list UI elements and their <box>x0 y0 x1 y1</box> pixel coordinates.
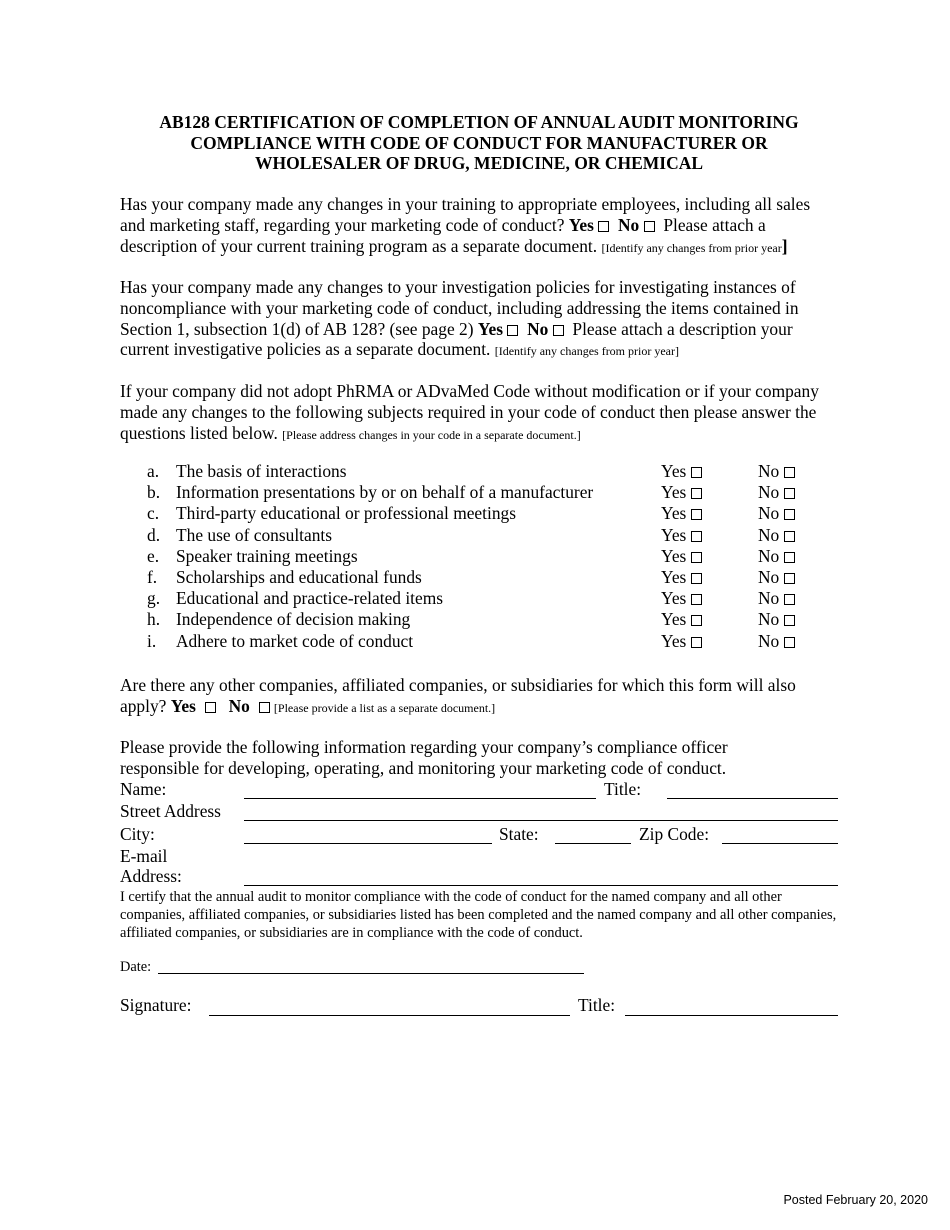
name-label: Name: <box>120 779 167 799</box>
item-yes: Yes <box>661 525 702 546</box>
title-line-2: COMPLIANCE WITH CODE OF CONDUCT FOR MANUFACTURER OR <box>190 132 768 153</box>
item-letter: h. <box>147 609 161 630</box>
signature-label: Signature: <box>120 995 192 1015</box>
q2-yes-checkbox[interactable] <box>507 325 518 336</box>
item-yes-checkbox[interactable] <box>691 594 702 605</box>
list-item <box>147 503 847 524</box>
q3-note: [Please address changes in your code in a separate document.] <box>282 427 581 442</box>
item-yes-checkbox[interactable] <box>691 573 702 584</box>
list-item <box>147 609 847 630</box>
form-title <box>120 112 838 174</box>
list-item <box>147 588 847 609</box>
q4-no-checkbox[interactable] <box>259 702 270 713</box>
state-field[interactable] <box>555 843 631 844</box>
title-line-1: AB128 CERTIFICATION OF COMPLETION OF ANNUAL AUDIT MONITORING <box>159 112 799 132</box>
item-yes: Yes <box>661 631 702 652</box>
q2-text: Has your company made any changes to your investigation policies for investigating instances of noncompliance with your marketing code of conduct, including addressing the items contained in Section 1, subsection 1(d) of AB 128? (see page 2) <box>120 277 799 339</box>
question-training <box>120 194 838 258</box>
item-text: Scholarships and educational funds <box>176 566 422 587</box>
date-field[interactable] <box>158 973 584 974</box>
signature-title-field[interactable] <box>625 1015 838 1016</box>
q1-after: Please attach a description of your current training program as a separate document. <box>120 214 766 256</box>
item-no: No <box>758 631 795 652</box>
item-no-checkbox[interactable] <box>784 594 795 605</box>
item-text: Adhere to market code of conduct <box>176 630 414 651</box>
item-no: No <box>758 546 795 567</box>
q2-yes-label: Yes <box>477 318 504 339</box>
item-text: Third-party educational or professional meetings <box>176 503 516 524</box>
question-investigation <box>120 277 838 362</box>
item-yes-checkbox[interactable] <box>691 509 702 520</box>
item-text: Educational and practice-related items <box>176 588 444 609</box>
name-field[interactable] <box>244 798 596 799</box>
q2-after: Please attach a description your current investigative policies as a separate document. <box>120 318 793 360</box>
q1-no-label: No <box>617 214 640 235</box>
item-yes: Yes <box>661 546 702 567</box>
item-letter: a. <box>147 461 160 481</box>
title-field[interactable] <box>667 798 838 799</box>
title-line-3: WHOLESALER OF DRUG, MEDICINE, OR CHEMICAL <box>254 153 704 174</box>
list-item <box>147 631 847 652</box>
q1-no-checkbox[interactable] <box>644 221 655 232</box>
list-item <box>147 567 847 588</box>
signature-field[interactable] <box>209 1015 570 1016</box>
q1-text: Has your company made any changes in your training to appropriate employees, including all sales and marketing staff, regarding your marketing code of conduct? <box>120 194 811 235</box>
title-label: Title: <box>604 779 642 799</box>
item-no-checkbox[interactable] <box>784 531 795 542</box>
item-yes-checkbox[interactable] <box>691 531 702 542</box>
item-no-checkbox[interactable] <box>784 637 795 648</box>
item-yes-checkbox[interactable] <box>691 637 702 648</box>
q4-no-label: No <box>228 695 250 716</box>
item-text: Information presentations by or on behalf of a manufacturer <box>176 482 594 503</box>
item-yes: Yes <box>661 482 702 503</box>
item-letter: g. <box>147 588 161 609</box>
item-no-checkbox[interactable] <box>784 467 795 478</box>
item-text: The basis of interactions <box>176 461 347 481</box>
q1-yes-checkbox[interactable] <box>598 221 609 232</box>
item-no-checkbox[interactable] <box>784 615 795 626</box>
certification-statement: I certify that the annual audit to monitor compliance with the code of conduct for the named company and all other companies, affiliated companies, or subsidiaries listed has been completed and the named company and all other companies, affiliated companies, or subsidiaries are in compliance with the code of conduct. <box>120 889 837 941</box>
item-no-checkbox[interactable] <box>784 488 795 499</box>
q3-text: If your company did not adopt PhRMA or ADvaMed Code without modification or if your company made any changes to the following subjects required in your code of conduct then please answer the questions listed below. <box>120 381 819 443</box>
q1-yes-label: Yes <box>568 214 594 235</box>
item-letter: b. <box>147 482 161 503</box>
item-letter: i. <box>147 630 157 651</box>
item-text: The use of consultants <box>176 524 332 545</box>
email-field[interactable] <box>244 885 838 886</box>
q4-yes-label: Yes <box>170 695 196 716</box>
item-yes-checkbox[interactable] <box>691 467 702 478</box>
item-yes: Yes <box>661 609 702 630</box>
q1-note: [Identify any changes from prior year <box>601 240 782 255</box>
item-letter: f. <box>147 566 158 587</box>
list-item <box>147 461 847 482</box>
item-text: Independence of decision making <box>176 609 411 630</box>
item-no: No <box>758 567 795 588</box>
q2-no-checkbox[interactable] <box>553 325 564 336</box>
signature-title-label: Title: <box>578 995 616 1015</box>
item-no: No <box>758 482 795 503</box>
email-label-2: Address: <box>120 866 182 886</box>
item-no: No <box>758 588 795 609</box>
list-item <box>147 525 847 546</box>
item-yes-checkbox[interactable] <box>691 615 702 626</box>
q4-text: Are there any other companies, affiliated companies, or subsidiaries for which this form will also apply? <box>120 675 796 716</box>
item-no: No <box>758 525 795 546</box>
officer-intro: Please provide the following information regarding your company’s compliance officer responsible for developing, operating, and monitoring your marketing code of conduct. <box>120 737 728 778</box>
item-letter: d. <box>147 524 161 545</box>
state-label: State: <box>499 824 539 844</box>
item-yes: Yes <box>661 567 702 588</box>
item-yes: Yes <box>661 461 702 482</box>
item-no-checkbox[interactable] <box>784 573 795 584</box>
list-item <box>147 482 847 503</box>
item-no: No <box>758 461 795 482</box>
list-item <box>147 546 847 567</box>
item-no-checkbox[interactable] <box>784 509 795 520</box>
item-yes: Yes <box>661 588 702 609</box>
item-letter: e. <box>147 545 160 566</box>
question-affiliates <box>120 675 838 719</box>
question-code-changes <box>120 381 838 445</box>
q2-no-label: No <box>527 318 549 339</box>
q4-yes-checkbox[interactable] <box>205 702 216 713</box>
item-yes-checkbox[interactable] <box>691 488 702 499</box>
item-text: Speaker training meetings <box>176 545 358 566</box>
zip-label: Zip Code: <box>639 824 710 844</box>
item-yes: Yes <box>661 503 702 524</box>
item-letter: c. <box>147 503 160 524</box>
street-label: Street Address <box>120 801 221 821</box>
email-label-1: E-mail <box>120 846 168 866</box>
date-label: Date: <box>120 959 152 975</box>
city-field[interactable] <box>244 843 492 844</box>
item-no-checkbox[interactable] <box>784 552 795 563</box>
city-label: City: <box>120 824 155 844</box>
q4-note: [Please provide a list as a separate document.] <box>273 700 496 715</box>
q2-note: [Identify any changes from prior year] <box>494 344 679 359</box>
street-field[interactable] <box>244 820 838 821</box>
posted-date: Posted February 20, 2020 <box>783 1193 928 1207</box>
zip-field[interactable] <box>722 843 838 844</box>
subjects-list <box>147 461 847 652</box>
item-no: No <box>758 609 795 630</box>
q1-note-end: ] <box>781 235 788 256</box>
item-yes-checkbox[interactable] <box>691 552 702 563</box>
item-no: No <box>758 503 795 524</box>
